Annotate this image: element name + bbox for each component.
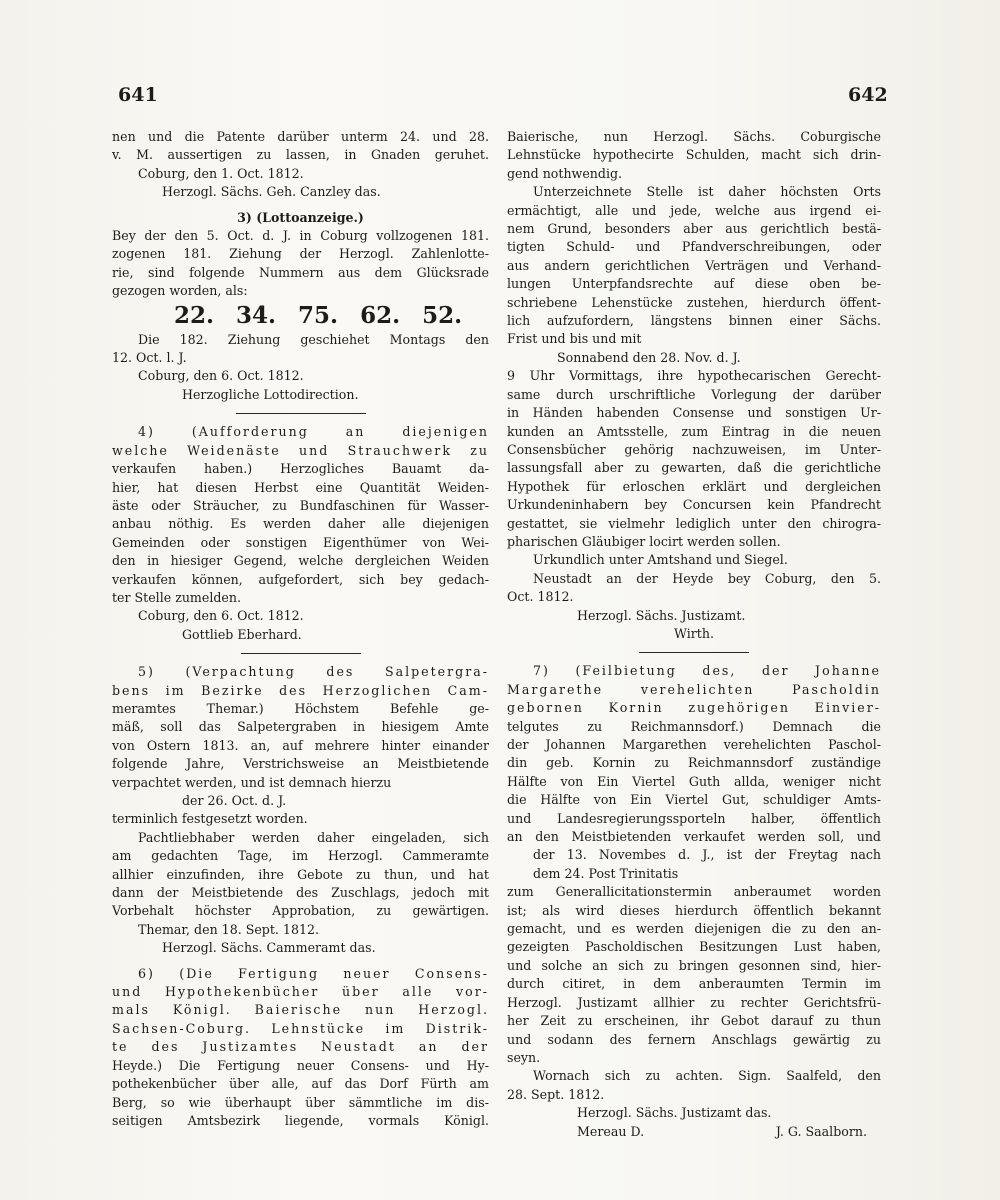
- text-line: lich aufzufordern, längstens binnen einer Sächs.: [507, 313, 881, 329]
- text-line: nen und die Patente darüber unterm 24. und 28.: [112, 129, 489, 144]
- text-line: zum Generallicitationstermin anberaumet worden: [507, 884, 881, 900]
- text-line: din geb. Kornin zu Reichmannsdorf zuständige: [507, 755, 881, 771]
- text-line: Die 182. Ziehung geschiehet Montags den: [138, 331, 489, 347]
- signature-line: [507, 1123, 881, 1141]
- text-line: Herzogl. Sächs. Justizamt.: [577, 607, 746, 623]
- text-line: 3) (Lottoanzeige.): [237, 209, 364, 225]
- text-line: verpachtet werden, und ist demnach hierzu: [112, 774, 392, 790]
- text-line: Gemeinden oder sonstigen Eigenthümer von Wei-: [112, 534, 489, 550]
- text-line: Oct. 1812.: [507, 589, 574, 605]
- text-line: hier, hat diesen Herbst eine Quantität Weiden-: [112, 479, 489, 495]
- text-line: und sodann des fernern Anschlags gewärtig zu: [507, 1031, 881, 1047]
- text-line: 4) (Aufforderung an diejenigen: [138, 424, 489, 440]
- text-line: telgutes zu Reichmannsdorf.) Demnach die: [507, 718, 881, 734]
- text-line: ter Stelle zumelden.: [112, 589, 241, 605]
- text-line: Lehnstücke hypothecirte Schulden, macht sich drin-: [507, 147, 881, 163]
- text-line: verkaufen können, aufgefordert, sich bey gedach-: [112, 571, 489, 587]
- text-line: von Ostern 1813. an, auf mehrere hinter einander: [112, 737, 489, 753]
- text-line: dann der Meistbietende des Zuschlags, jedoch mit: [112, 885, 489, 901]
- text-line: Berg, so wie überhaupt über sämmtliche im dis-: [112, 1094, 489, 1110]
- section-gap: [112, 958, 489, 965]
- text-line: verkaufen haben.) Herzogliches Bauamt da-: [112, 461, 489, 477]
- text-line: Baierische, nun Herzogl. Sächs. Coburgische: [507, 129, 881, 144]
- text-line: folgende Jahre, Verstrichsweise an Meistbietende: [112, 756, 489, 772]
- left-column: [112, 128, 489, 1130]
- text-line: gezogen worden, als:: [112, 283, 248, 299]
- text-line: Herzogl. Sächs. Cammeramt das.: [162, 940, 376, 956]
- text-line: v. M. aussertigen zu lassen, in Gnaden geruhet.: [112, 147, 489, 163]
- text-line: Wirth.: [674, 625, 714, 641]
- text-line: tigten Schuld- und Pfandverschreibungen, oder: [507, 239, 881, 255]
- text-line: rie, sind folgende Nummern aus dem Glücksrade: [112, 264, 489, 280]
- text-line: nem Grund, besonders aber aus gerichtlich bestä-: [507, 221, 881, 237]
- text-line: Coburg, den 1. Oct. 1812.: [138, 165, 304, 181]
- text-line: Hälfte von Ein Viertel Guth allda, weniger nicht: [507, 773, 881, 789]
- text-line: seyn.: [507, 1049, 541, 1065]
- text-line: Herzogl. Sächs. Justizamt das.: [577, 1105, 772, 1121]
- text-line: Wornach sich zu achten. Sign. Saalfeld, den: [533, 1068, 881, 1084]
- text-line: Margarethe verehelichten Pascholdin: [507, 681, 881, 697]
- text-line: äste oder Sträucher, zu Bundfaschinen für Wasser-: [112, 497, 489, 513]
- text-line: seitigen Amtsbezirk liegende, vormals Königl.: [112, 1112, 489, 1128]
- text-line: gestattet, sie vielmehr lediglich unter den chirogra-: [507, 515, 881, 531]
- text-line: lassungsfall aber zu gewarten, daß die gerichtliche: [507, 460, 881, 476]
- text-line: Herzogl. Justizamt allhier zu rechter Gerichtsfrü-: [507, 994, 881, 1010]
- text-line: am gedachten Tage, im Herzogl. Cammeramte: [112, 848, 489, 864]
- text-line: 12. Oct. l. J.: [112, 350, 187, 366]
- text-line: der 13. Novembes d. J., ist der Freytag nach: [533, 847, 881, 863]
- text-line: der 26. Oct. d. J.: [182, 793, 287, 808]
- text-line: meramtes Themar.) Höchstem Befehle ge-: [112, 700, 489, 716]
- text-line: der Johannen Margarethen verehelichten Paschol-: [507, 737, 881, 752]
- text-line: same durch urschriftliche Vorlegung der darüber: [507, 386, 881, 402]
- section-gap: [112, 202, 489, 209]
- signature-saalborn: J. G. Saalborn.: [775, 1123, 867, 1139]
- text-line: Frist und bis und mit: [507, 331, 642, 347]
- text-line: schriebene Lehenstücke zustehen, hierdurch öffent-: [507, 294, 881, 310]
- text-line: allhier einzufinden, ihre Gebote zu thun, und hat: [112, 866, 489, 882]
- text-line: an den Meistbietenden verkaufet werden soll, und: [507, 829, 881, 845]
- text-line: ermächtigt, alle und jede, welche aus irgend ei-: [507, 202, 881, 218]
- text-line: gezeigten Pascholdischen Besitzungen Lust haben,: [507, 939, 881, 955]
- text-line: gemacht, und es werden diejenigen die zu den an-: [507, 921, 881, 937]
- text-line: aus andern gerichtlichen Verträgen und Verhand-: [507, 257, 881, 273]
- text-line: Coburg, den 6. Oct. 1812.: [138, 368, 304, 384]
- text-line: Coburg, den 6. Oct. 1812.: [138, 608, 304, 624]
- text-line: mäß, soll das Salpetergraben in hiesigem Amte: [112, 719, 489, 735]
- text-line: zogenen 181. Ziehung der Herzogl. Zahlenlotte-: [112, 246, 489, 262]
- text-line: und Hypothekenbücher über alle vor-: [112, 984, 489, 1000]
- text-line: den in hiesiger Gegend, welche dergleichen Weiden: [112, 553, 489, 569]
- text-line: anbau nöthig. Es werden daher alle diejenigen: [112, 516, 489, 532]
- text-line: terminlich festgesetzt worden.: [112, 811, 308, 827]
- text-line: Urkundlich unter Amtshand und Siegel.: [533, 552, 788, 568]
- text-line: Heyde.) Die Fertigung neuer Consens- und Hy-: [112, 1057, 489, 1073]
- text-line: Herzogliche Lottodirection.: [182, 386, 359, 402]
- text-line: Consensbücher gehörig nachzuweisen, im Unter-: [507, 441, 881, 457]
- text-line: Gottlieb Eberhard.: [182, 626, 302, 642]
- text-line: 5) (Verpachtung des Salpetergra-: [138, 664, 489, 680]
- text-line: welche Weidenäste und Strauchwerk zu: [112, 442, 489, 458]
- right-column: [507, 128, 881, 1141]
- text-line: Bey der den 5. Oct. d. J. in Coburg vollzogenen 181.: [112, 228, 489, 244]
- text-line: Urkundeninhabern bey Concursen kein Pfandrecht: [507, 497, 881, 513]
- section-divider: [639, 652, 749, 653]
- text-line: und Landesregierungssporteln halber, öffentlich: [507, 810, 881, 826]
- text-line: die Hälfte von Ein Viertel Gut, schuldiger Amts-: [507, 792, 881, 808]
- text-line: durch citiret, in dem anberaumten Termin im: [507, 976, 881, 992]
- text-line: Herzogl. Sächs. Geh. Canzley das.: [162, 184, 381, 200]
- text-line: gebornen Kornin zugehörigen Einvier-: [507, 700, 881, 716]
- text-line: lungen Unterpfandsrechte auf diese oben be-: [507, 276, 881, 292]
- text-line: her Zeit zu erscheinen, ihr Gebot darauf zu thun: [507, 1013, 881, 1029]
- text-line: Sachsen-Coburg. Lehnstücke im Distrik-: [112, 1020, 489, 1036]
- text-line: 7) (Feilbietung des, der Johanne: [533, 663, 881, 679]
- text-line: Neustadt an der Heyde bey Coburg, den 5.: [533, 570, 881, 586]
- text-line: und solche an sich zu bringen gesonnen sind, hier-: [507, 957, 881, 973]
- section-divider: [236, 413, 366, 414]
- text-line: mals Königl. Baierische nun Herzogl.: [112, 1002, 489, 1018]
- signature-mereau: Mereau D.: [577, 1123, 645, 1139]
- text-line: 9 Uhr Vormittags, ihre hypothecarischen Gerecht-: [507, 368, 881, 384]
- text-line: kunden an Amtsstelle, zum Eintrag in die neuen: [507, 423, 881, 439]
- text-line: Sonnabend den 28. Nov. d. J.: [557, 349, 741, 365]
- right-column-body: [507, 128, 881, 1123]
- page-number-right: 642: [848, 84, 888, 106]
- page-number-left: 641: [118, 84, 158, 106]
- text-line: 22. 34. 75. 62. 52.: [174, 301, 463, 329]
- text-line: Hypothek für erloschen erklärt und dergleichen: [507, 478, 881, 494]
- text-line: in Händen habenden Consense und sonstigen Ur-: [507, 405, 881, 421]
- section-divider: [241, 653, 361, 654]
- text-line: 6) (Die Fertigung neuer Consens-: [138, 965, 489, 981]
- text-line: bens im Bezirke des Herzoglichen Cam-: [112, 682, 489, 698]
- text-line: 28. Sept. 1812.: [507, 1086, 605, 1102]
- text-line: gend nothwendig.: [507, 165, 623, 181]
- text-line: ist; als wird dieses hierdurch öffentlich bekannt: [507, 902, 881, 918]
- text-line: Pachtliebhaber werden daher eingeladen, sich: [138, 829, 489, 845]
- text-line: Vorbehalt höchster Approbation, zu gewärtigen.: [112, 903, 489, 919]
- text-line: dem 24. Post Trinitatis: [533, 865, 679, 881]
- text-line: Themar, den 18. Sept. 1812.: [138, 921, 319, 937]
- text-line: te des Justizamtes Neustadt an der: [112, 1039, 489, 1055]
- text-line: pothekenbücher über alle, auf das Dorf Fürth am: [112, 1076, 489, 1092]
- text-line: Unterzeichnete Stelle ist daher höchsten Orts: [533, 184, 881, 200]
- text-line: pharischen Gläubiger locirt werden sollen.: [507, 533, 781, 549]
